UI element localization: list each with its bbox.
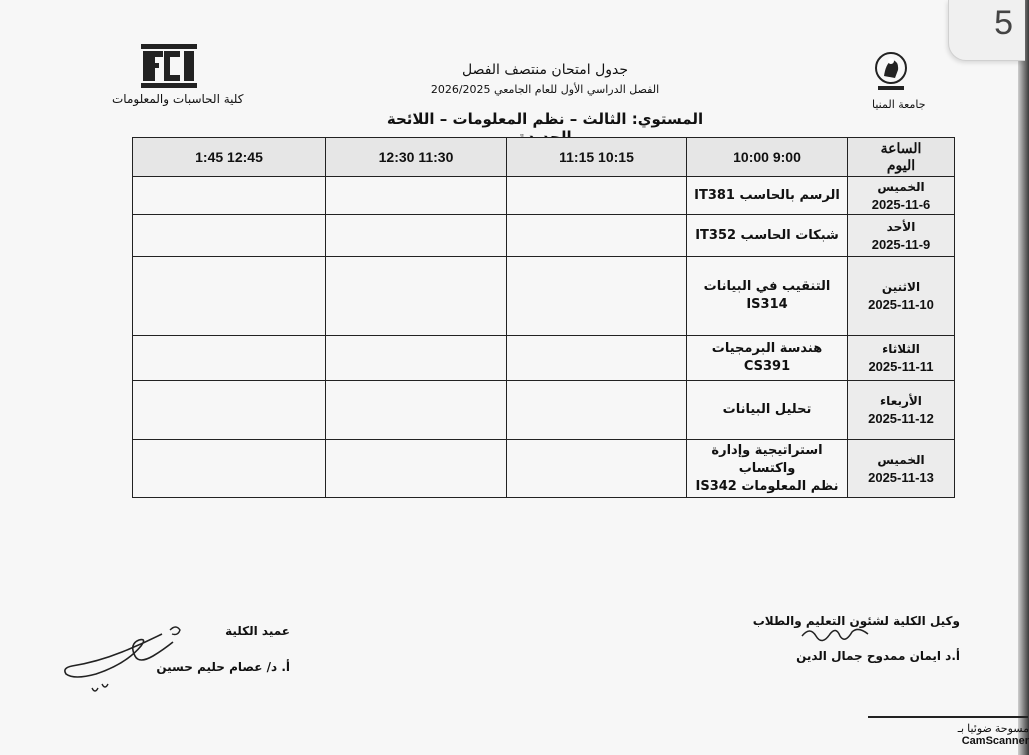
corner-header bbox=[848, 138, 955, 177]
course-cell: الرسم بالحاسب IT381 bbox=[687, 177, 848, 215]
dean-title: عميد الكلية bbox=[225, 624, 290, 638]
course-cell: تحليل البيانات bbox=[687, 381, 848, 440]
level-heading: المستوي: الثالث – نظم المعلومات – اللائحة bbox=[386, 110, 704, 128]
time-slot-2: 11:15 10:15 bbox=[507, 138, 687, 177]
day-name: الخميس bbox=[877, 179, 925, 194]
exam-schedule-table bbox=[132, 137, 955, 498]
exam-date: 2025-11-11 bbox=[868, 359, 934, 374]
time-slot-3: 12:30 11:30 bbox=[326, 138, 507, 177]
course-cell bbox=[687, 440, 848, 498]
day-name: الأربعاء bbox=[880, 394, 922, 408]
corner-day-label: اليوم bbox=[886, 157, 916, 173]
dean-name: أ. د/ عصام حليم حسين bbox=[156, 660, 290, 674]
table-row bbox=[133, 177, 955, 215]
time-slot-4: 1:45 12:45 bbox=[133, 138, 326, 177]
table-row bbox=[133, 215, 955, 257]
dean-signature-mark bbox=[62, 622, 192, 702]
document-subtitle: الفصل الدراسي الأول للعام الجامعي 2026/2025 bbox=[430, 83, 660, 96]
corner-time-label: الساعة bbox=[880, 140, 922, 156]
footer-rule bbox=[868, 716, 1028, 718]
university-logo bbox=[870, 50, 912, 96]
day-cell bbox=[848, 215, 955, 257]
exam-date: 2025-11-6 bbox=[871, 196, 931, 212]
scanner-name: CamScanner bbox=[961, 735, 1029, 747]
exam-date: 2025-11-13 bbox=[868, 469, 934, 485]
day-cell bbox=[848, 381, 955, 440]
vice-dean-name: أ.د ايمان ممدوح جمال الدين bbox=[796, 649, 960, 663]
vice-dean-title: وكيل الكلية لشئون التعليم والطلاب bbox=[752, 614, 960, 628]
table-row bbox=[133, 257, 955, 336]
scanner-watermark bbox=[905, 722, 1029, 747]
day-name: الثلاثاء bbox=[882, 342, 920, 356]
course-name-line-2: نظم المعلومات IS342 bbox=[695, 478, 839, 494]
table-row bbox=[133, 440, 955, 498]
time-slot-1: 10:00 9:00 bbox=[687, 138, 848, 177]
table-row bbox=[133, 336, 955, 381]
vice-dean-signature-mark bbox=[800, 622, 870, 644]
day-name: الاثنين bbox=[881, 280, 921, 294]
day-cell bbox=[848, 177, 955, 215]
university-name: جامعة المنيا bbox=[872, 98, 926, 111]
day-cell bbox=[848, 440, 955, 498]
course-cell: شبكات الحاسب IT352 bbox=[687, 215, 848, 257]
document-title: جدول امتحان منتصف الفصل bbox=[461, 62, 629, 78]
day-name: الأحد bbox=[886, 219, 916, 234]
page-edge-shadow bbox=[1018, 0, 1029, 755]
course-cell: التنقيب في البيانات IS314 bbox=[687, 257, 848, 336]
fci-logo bbox=[138, 42, 200, 92]
header-row bbox=[133, 138, 955, 177]
page-number: 5 bbox=[994, 4, 1013, 42]
table-row bbox=[133, 381, 955, 440]
scanner-prefix: مسوحة ضوئيا بـ bbox=[957, 723, 1029, 735]
page-number-badge bbox=[948, 0, 1025, 61]
day-cell bbox=[848, 257, 955, 336]
faculty-name: كلية الحاسبات والمعلومات bbox=[112, 92, 244, 106]
exam-date: 2025-11-10 bbox=[868, 297, 934, 312]
exam-date: 2025-11-9 bbox=[871, 236, 931, 252]
course-cell: هندسة البرمجيات CS391 bbox=[687, 336, 848, 381]
exam-date: 2025-11-12 bbox=[868, 411, 934, 426]
day-cell bbox=[848, 336, 955, 381]
day-name: الخميس bbox=[877, 452, 925, 467]
course-name-line-1: استراتيجية وإدارة واكتساب bbox=[711, 442, 823, 476]
